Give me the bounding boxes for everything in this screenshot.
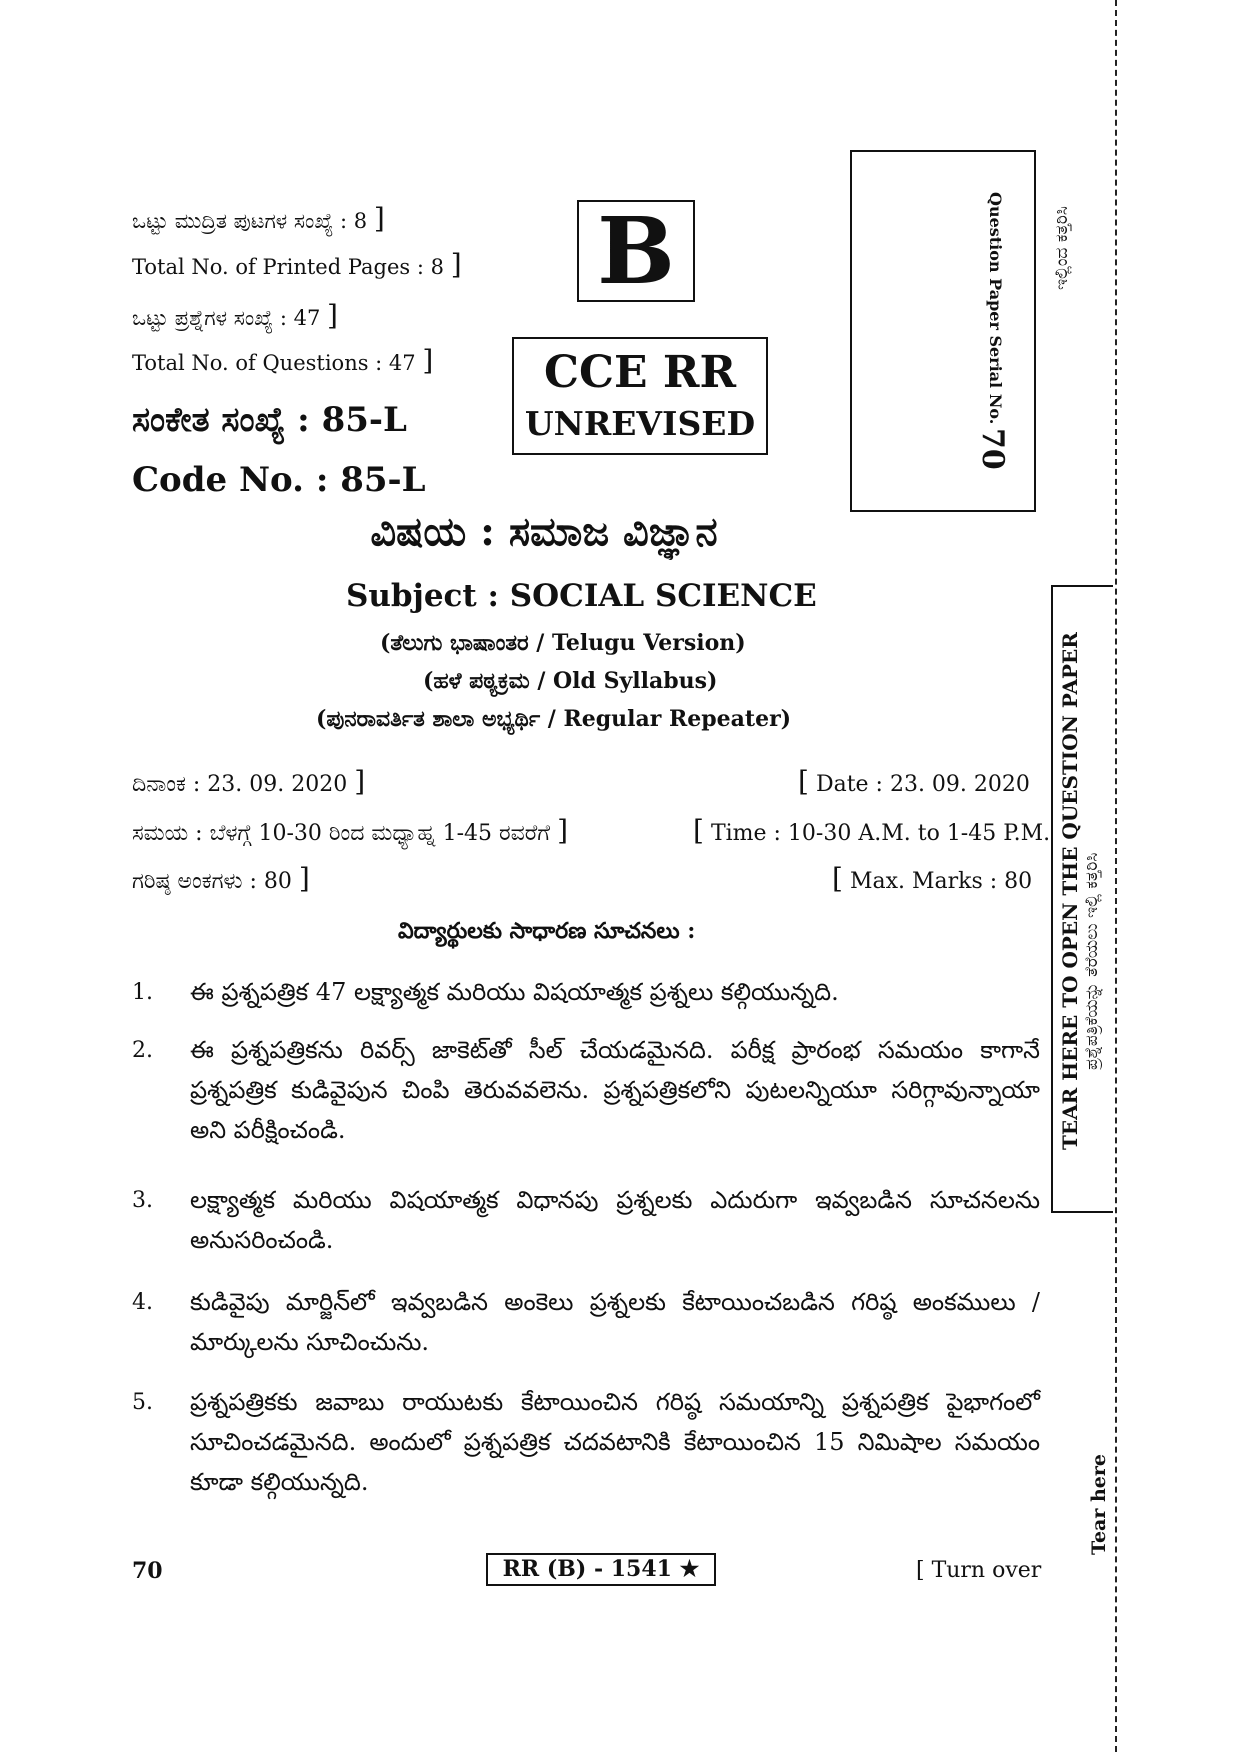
paper-code: RR (B) - 1541 ★ [502,1556,700,1582]
subject-kannada: ವಿಷಯ : ಸಮಾಜ ವಿಜ್ಞಾನ [370,508,718,555]
date-english-text: Date : 23. 09. 2020 [815,772,1030,797]
marks-kannada-text: ಗರಿಷ್ಠ ಅಂಕಗಳು : 80 [132,869,292,894]
code-number-kannada: ಸಂಕೇತ ಸಂಖ್ಯೆ : 85-L [132,400,407,440]
bracket: ] [354,765,366,798]
marks-kannada [132,862,310,895]
instruction-number: 5. [132,1390,153,1415]
bracket: [ [693,814,704,847]
instruction-number: 1. [132,980,153,1005]
questions-count-english-text: Total No. of Questions : 47 [132,351,416,375]
candidate-type: (ಪುನರಾವರ್ತಿತ ಶಾಲಾ ಅಭ್ಯರ್ಥಿ / Regular Repeater) [316,706,792,732]
instructions-title: విద్యార్థులకు సాధారణ సూచనలు : [398,918,696,944]
printed-pages-english-text: Total No. of Printed Pages : 8 [132,255,444,279]
instruction-text: లక్ష్యాత్మక మరియు విషయాత్మక విధానపు ప్రశ్నలకు ఎదురుగా ఇవ్వబడిన సూచనలను అనుసరించండి. [190,1186,1040,1254]
printed-pages-kannada-text: ಒಟ್ಟು ಮುದ್ರಿತ ಪುಟಗಳ ಸಂಖ್ಯೆ : 8 [132,209,368,233]
printed-pages-english [132,248,462,281]
date-kannada [132,765,365,798]
paper-code-box [486,1553,716,1586]
tear-here-label: Tear here [1088,1454,1110,1555]
tear-dashed-line [1115,0,1117,1752]
tear-here-english: TEAR HERE TO OPEN THE QUESTION PAPER [1058,632,1082,1150]
bracket: ] [298,862,310,895]
version-letter-box [577,197,695,305]
syllabus-line: (ಹಳೆ ಪಠ್ಯಕ್ರಮ / Old Syllabus) [423,668,718,694]
cut-here-kannada: ಇಲ್ಲಿಂದ ಕತ್ತರಿಸಿ [1052,206,1072,290]
turn-over: [ Turn over [916,1558,1042,1583]
page-code: 70 [132,1558,163,1584]
instruction-text: కుడివైపు మార్జిన్‌లో ఇవ్వబడిన అంకెలు ప్రశ్నలకు కేటాయించబడిన గరిష్ఠ అంకములు / మార్కులను సూచించును. [190,1288,1040,1356]
date-kannada-text: ದಿನಾಂಕ : 23. 09. 2020 [132,772,348,797]
marks-english [832,862,1032,895]
bracket: ] [422,344,434,377]
instruction-number: 2. [132,1038,153,1063]
time-kannada-text: ಸಮಯ : ಬೆಳಗ್ಗೆ 10-30 ರಿಂದ ಮಧ್ಯಾಹ್ನ 1-45 ರವರೆಗೆ [132,821,551,846]
instruction-number: 4. [132,1290,153,1315]
serial-number-label: Question Paper Serial No. [986,192,1005,425]
instruction-text: ఈ ప్రశ్నపత్రిక 47 లక్ష్యాత్మక మరియు విషయాత్మక ప్రశ్నలు కల్గియున్నది. [190,978,839,1006]
date-english [798,765,1030,798]
printed-pages-kannada [132,202,385,235]
cce-subtitle: UNREVISED [524,404,756,443]
code-number-english: Code No. : 85-L [132,460,426,500]
cce-title: CCE RR [543,347,737,398]
tear-here-kannada: ಪ್ರಶ್ನೆಪತ್ರಿಕೆಯನ್ನು ತೆರೆಯಲು ಇಲ್ಲಿ ಕತ್ತರಿಸಿ [1082,852,1102,1070]
bracket: ] [373,202,385,235]
bracket: [ [832,862,843,895]
questions-count-english [132,344,434,377]
marks-english-text: Max. Marks : 80 [849,869,1033,894]
bracket: ] [450,248,462,281]
version-letter: B [597,197,675,305]
cce-box [512,337,768,455]
time-english-text: Time : 10-30 A.M. to 1-45 P.M. [710,821,1051,846]
bracket: ] [327,299,338,332]
instruction-number: 3. [132,1188,153,1213]
serial-number-value: 70 [975,428,1010,470]
serial-number-box [850,150,1036,512]
bracket: [ [798,765,809,798]
bracket: ] [557,814,568,847]
subject-english: Subject : SOCIAL SCIENCE [346,578,817,614]
language-version: (ತೆಲುಗು ಭಾಷಾಂತರ / Telugu Version) [380,630,746,656]
questions-count-kannada-text: ಒಟ್ಟು ಪ್ರಶ್ನೆಗಳ ಸಂಖ್ಯೆ : 47 [132,306,321,330]
time-kannada [132,814,568,847]
instruction-text: ఈ ప్రశ్నపత్రికను రివర్స్ జాకెట్‌తో సీల్ చేయడమైనది. పరీక్ష ప్రారంభ సమయం కాగానే ప్రశ్నపత్రిక కుడివైపున చింపి తెరువవలెను. ప్రశ్నపత్రికలోని పుటలన్నియూ సరిగ్గావున్నాయా అని పరీక్షించండి. [190,1036,1040,1144]
time-english [693,814,1050,847]
questions-count-kannada [132,299,338,332]
instruction-text: ప్రశ్నపత్రికకు జవాబు రాయుటకు కేటాయించిన గరిష్ఠ సమయాన్ని ప్రశ్నపత్రిక పైభాగంలో సూచించడమైనది. అందులో ప్రశ్నపత్రిక చదవటానికి కేటాయించిన 15 నిమిషాల సమయం కూడా కల్గియున్నది. [190,1388,1040,1496]
